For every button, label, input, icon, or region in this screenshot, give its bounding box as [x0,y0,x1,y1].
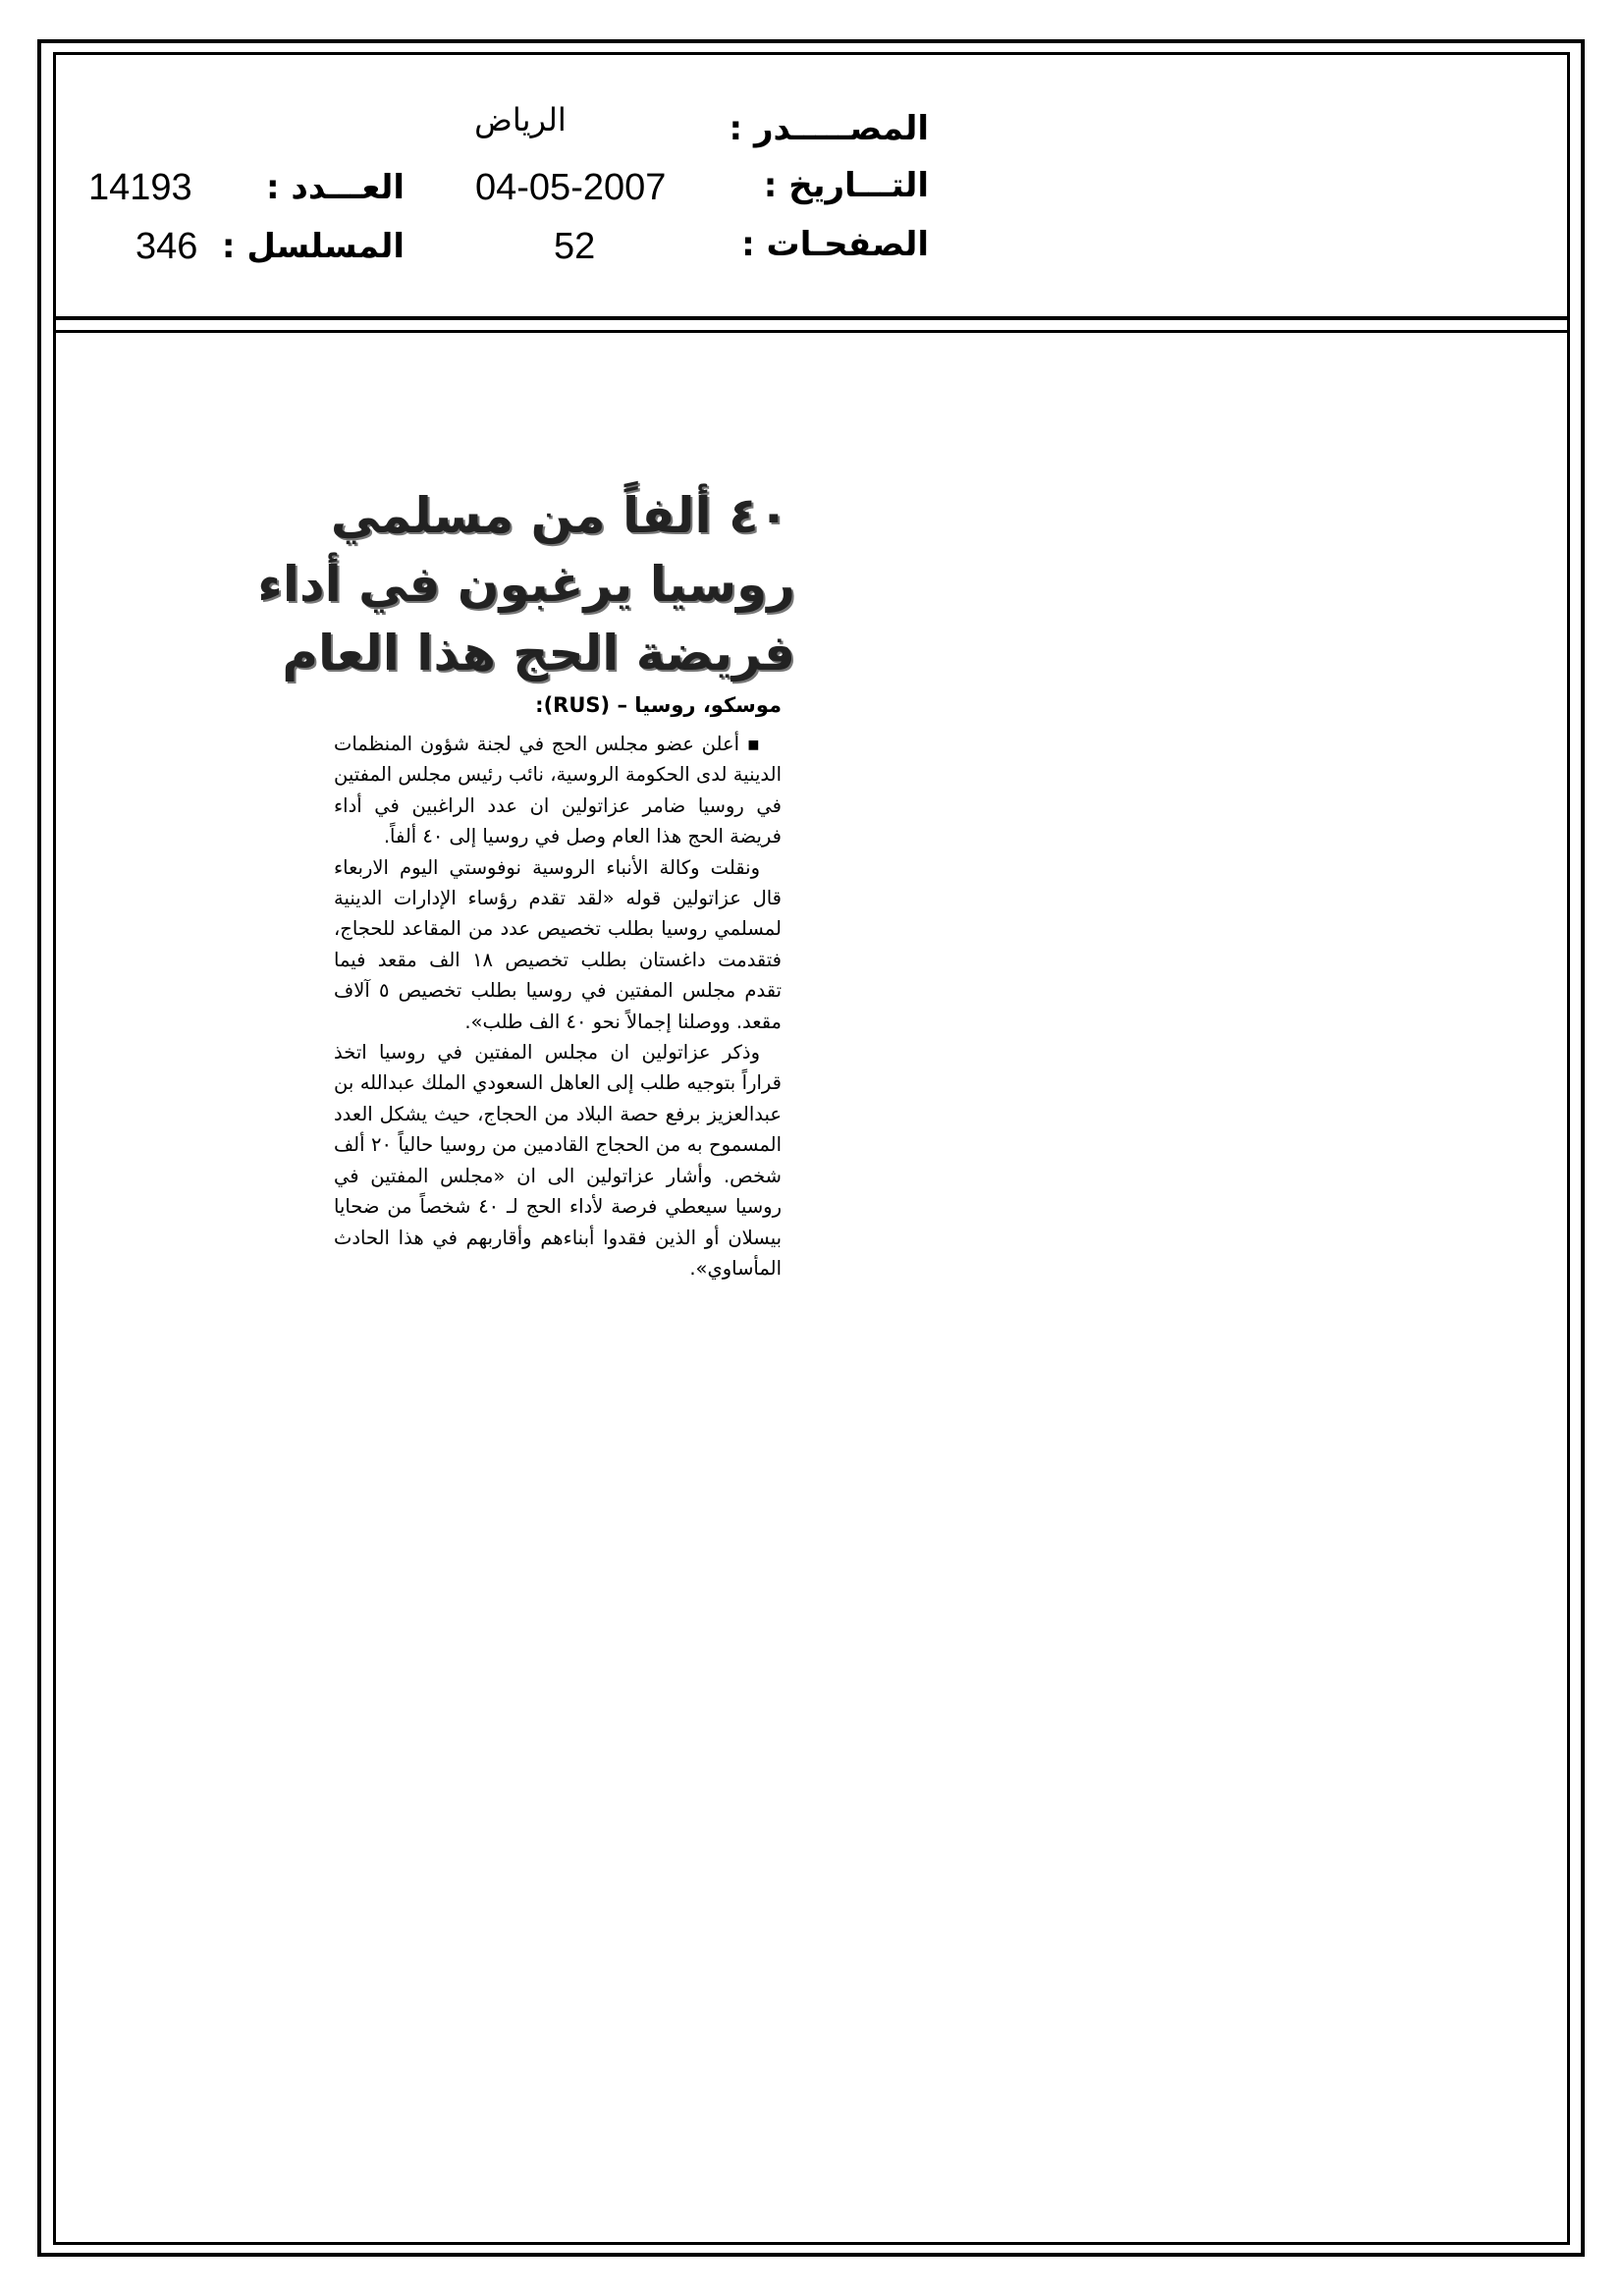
date-value: 04-05-2007 [475,167,667,208]
article-body [334,729,782,1284]
serial-label: المسلسل : [221,227,405,266]
issue-label: العـــدد : [266,168,405,207]
date-label: التـــاريخ : [763,166,929,205]
serial-value: 346 [135,226,198,267]
article-paragraph: ▪ أعلن عضو مجلس الحج في لجنة شؤون المنظمات الدينية لدى الحكومة الروسية، نائب رئيس مجلس المفتين في روسيا ضامر عزاتولين ان عدد الراغبين في أداء فريضة الحج هذا العام وصل في روسيا إلى ٤٠ ألفاً. [334,733,782,848]
headline-line: ٤٠ ألفاً من مسلمي [330,487,789,544]
pages-label: الصفحـات : [741,225,929,264]
article-headline [257,481,795,687]
article-dateline: موسكو، روسيا – (RUS): [535,693,782,717]
headline-line: فريضة الحج هذا العام [282,625,795,682]
issue-value: 14193 [88,167,192,208]
pages-value: 52 [554,226,596,267]
headline-line: روسيا يرغبون في أداء [257,556,795,613]
header-divider-secondary [53,330,1570,333]
source-label: المصـــــدر : [729,109,929,148]
article-paragraph: ونقلت وكالة الأنباء الروسية نوفوستي اليوم الاربعاء قال عزاتولين قوله «لقد تقدم رؤساء الإدارات الدينية لمسلمي روسيا بطلب تخصيص عدد من المقاعد للحجاج، فتقدمت داغستان بطلب تخصيص ١٨ الف مقعد فيما تقدم مجلس المفتين في روسيا بطلب تخصيص ٥ آلاف مقعد. ووصلنا إجمالاً نحو ٤٠ الف طلب». [334,855,783,1033]
header-divider [53,316,1570,320]
page-border-inner [53,52,1570,2245]
source-value: الرياض [474,101,567,138]
article-paragraph: وذكر عزاتولين ان مجلس المفتين في روسيا اتخذ قراراً بتوجيه طلب إلى العاهل السعودي الملك عبدالله بن عبدالعزيز برفع حصة البلاد من الحجاج، حيث يشكل العدد المسموح به من الحجاج القادمين من روسيا حالياً ٢٠ ألف شخص. وأشار عزاتولين الى ان «مجلس المفتين في روسيا سيعطي فرصة لأداء الحج لـ ٤٠ شخصاً من ضحايا بيسلان أو الذين فقدوا أبناءهم وأقاربهم في هذا الحادث المأساوي». [334,1041,782,1280]
